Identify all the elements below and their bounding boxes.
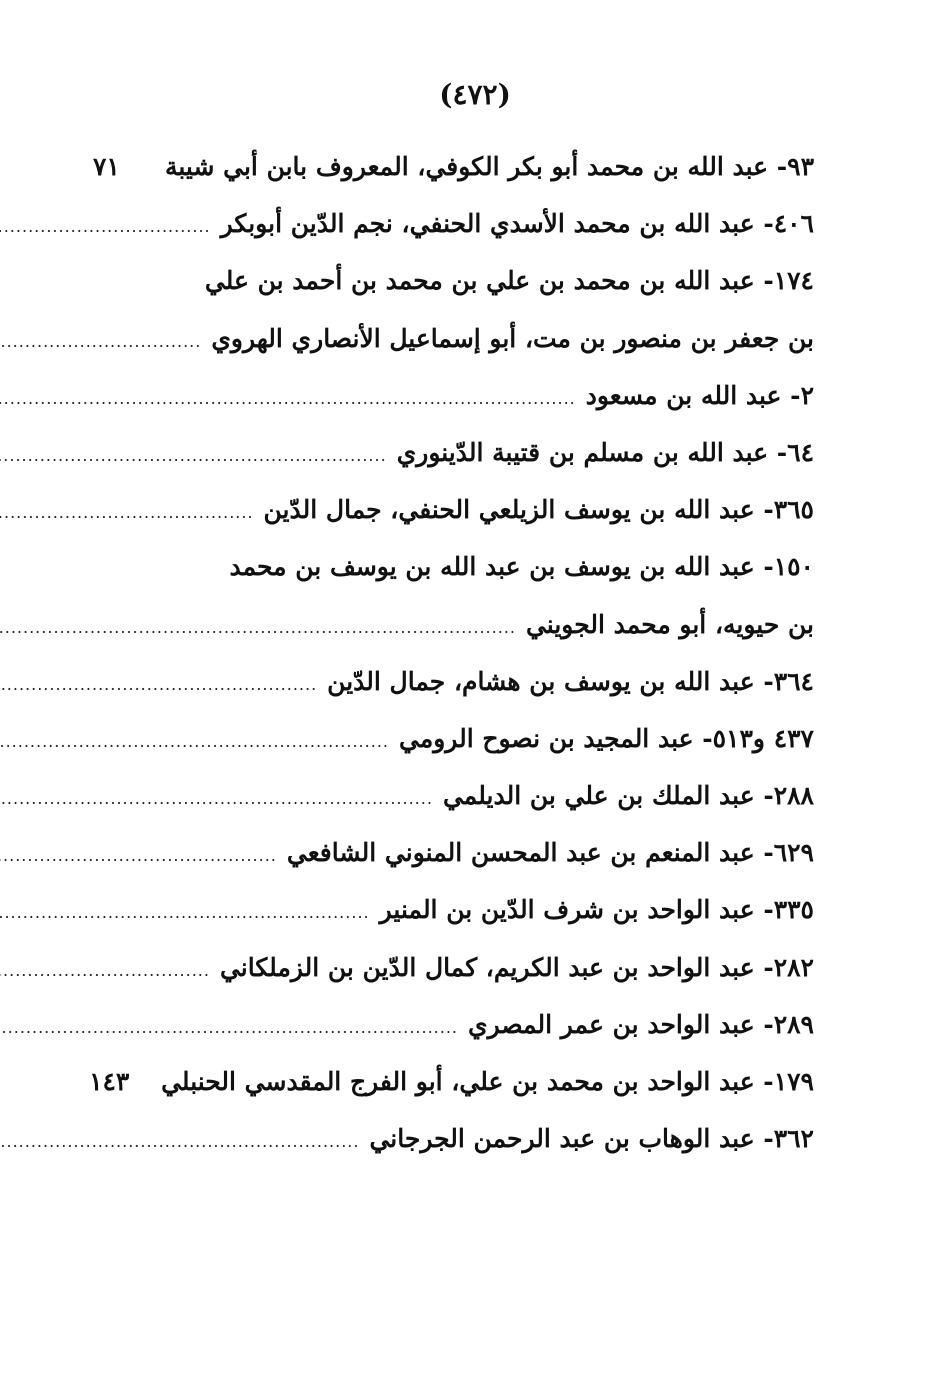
dot-leader [0,484,254,541]
entry-page-number: ١٤٣ [89,1067,130,1096]
dot-leader [0,370,576,427]
index-entry [100,596,814,653]
index-entry [100,1110,814,1167]
entry-name: بن جعفر بن منصور بن مت، أبو إسماعيل الأنصاري الهروي [211,323,814,353]
entry-name: ١٥٠- عبد الله بن يوسف بن عبد الله بن يوسف بن محمد [229,552,814,582]
index-entry [100,710,814,767]
entry-name: بن حيويه، أبو محمد الجويني [525,609,814,639]
entry-name: ١٧٩- عبد الواحد بن محمد بن علي، أبو الفرج المقدسي الحنبلي [161,1067,814,1096]
entry-name: ٣٦٢- عبد الوهاب بن عبد الرحمن الجرجاني [369,1124,814,1154]
dot-leader [0,770,433,827]
index-entry [100,824,814,881]
entry-name: ٢٨٢- عبد الواحد بن عبد الكريم، كمال الدّين بن الزملكاني [219,952,814,982]
index-entry [100,481,814,538]
entry-name: ٣٦٤- عبد الله بن يوسف بن هشام، جمال الدّين [327,666,814,696]
index-entry [100,310,814,367]
dot-leader [0,999,458,1056]
index-entries [89,138,814,1167]
index-entry [100,424,814,481]
index-entry [100,367,814,424]
dot-leader [0,427,387,484]
entry-name: ٤٣٧ و٥١٣- عبد المجيد بن نصوح الرومي [398,723,814,753]
index-entry [100,538,814,595]
index-entry [100,767,814,824]
index-entry [100,881,814,938]
dot-leader [0,599,516,656]
entry-name: ٦٤- عبد الله بن مسلم بن قتيبة الدّينوري [396,437,814,467]
entry-name: ٢٨٨- عبد الملك بن علي بن الديلمي [442,781,814,811]
entry-name: ٢٨٩- عبد الواحد بن عمر المصري [468,1009,814,1039]
dot-leader [0,827,277,884]
index-entry [100,195,814,252]
index-entry [100,939,814,996]
page-number: (٤٧٢) [439,78,511,111]
entry-name: ٦٢٩- عبد المنعم بن عبد المحسن المنوني الشافعي [286,838,814,868]
dot-leader [0,656,317,713]
entry-name: ٣٦٥- عبد الله بن يوسف الزيلعي الحنفي، جمال الدّين [263,495,814,525]
entry-name: ٣٣٥- عبد الواحد بن شرف الدّين بن المنير [379,895,814,925]
entry-name: ٤٠٦- عبد الله بن محمد الأسدي الحنفي، نجم الدّين أبوبكر [220,209,814,239]
dot-leader [0,1113,359,1170]
entry-name: ١٧٤- عبد الله بن محمد بن علي بن محمد بن أحمد بن علي [204,266,814,296]
dot-leader [0,313,201,370]
index-entry [100,996,814,1053]
index-entry [92,138,814,195]
index-entry [100,252,814,309]
dot-leader [0,942,210,999]
dot-leader [0,198,211,255]
entry-page-number: ٧١ [92,152,120,181]
dot-leader [0,713,389,770]
entry-name: ٩٣- عبد الله بن محمد أبو بكر الكوفي، المعروف بابن أبي شيبة [164,152,814,181]
dot-leader [0,884,370,941]
index-entry [100,653,814,710]
index-entry [89,1053,814,1110]
entry-name: ٢- عبد الله بن مسعود [585,380,814,410]
